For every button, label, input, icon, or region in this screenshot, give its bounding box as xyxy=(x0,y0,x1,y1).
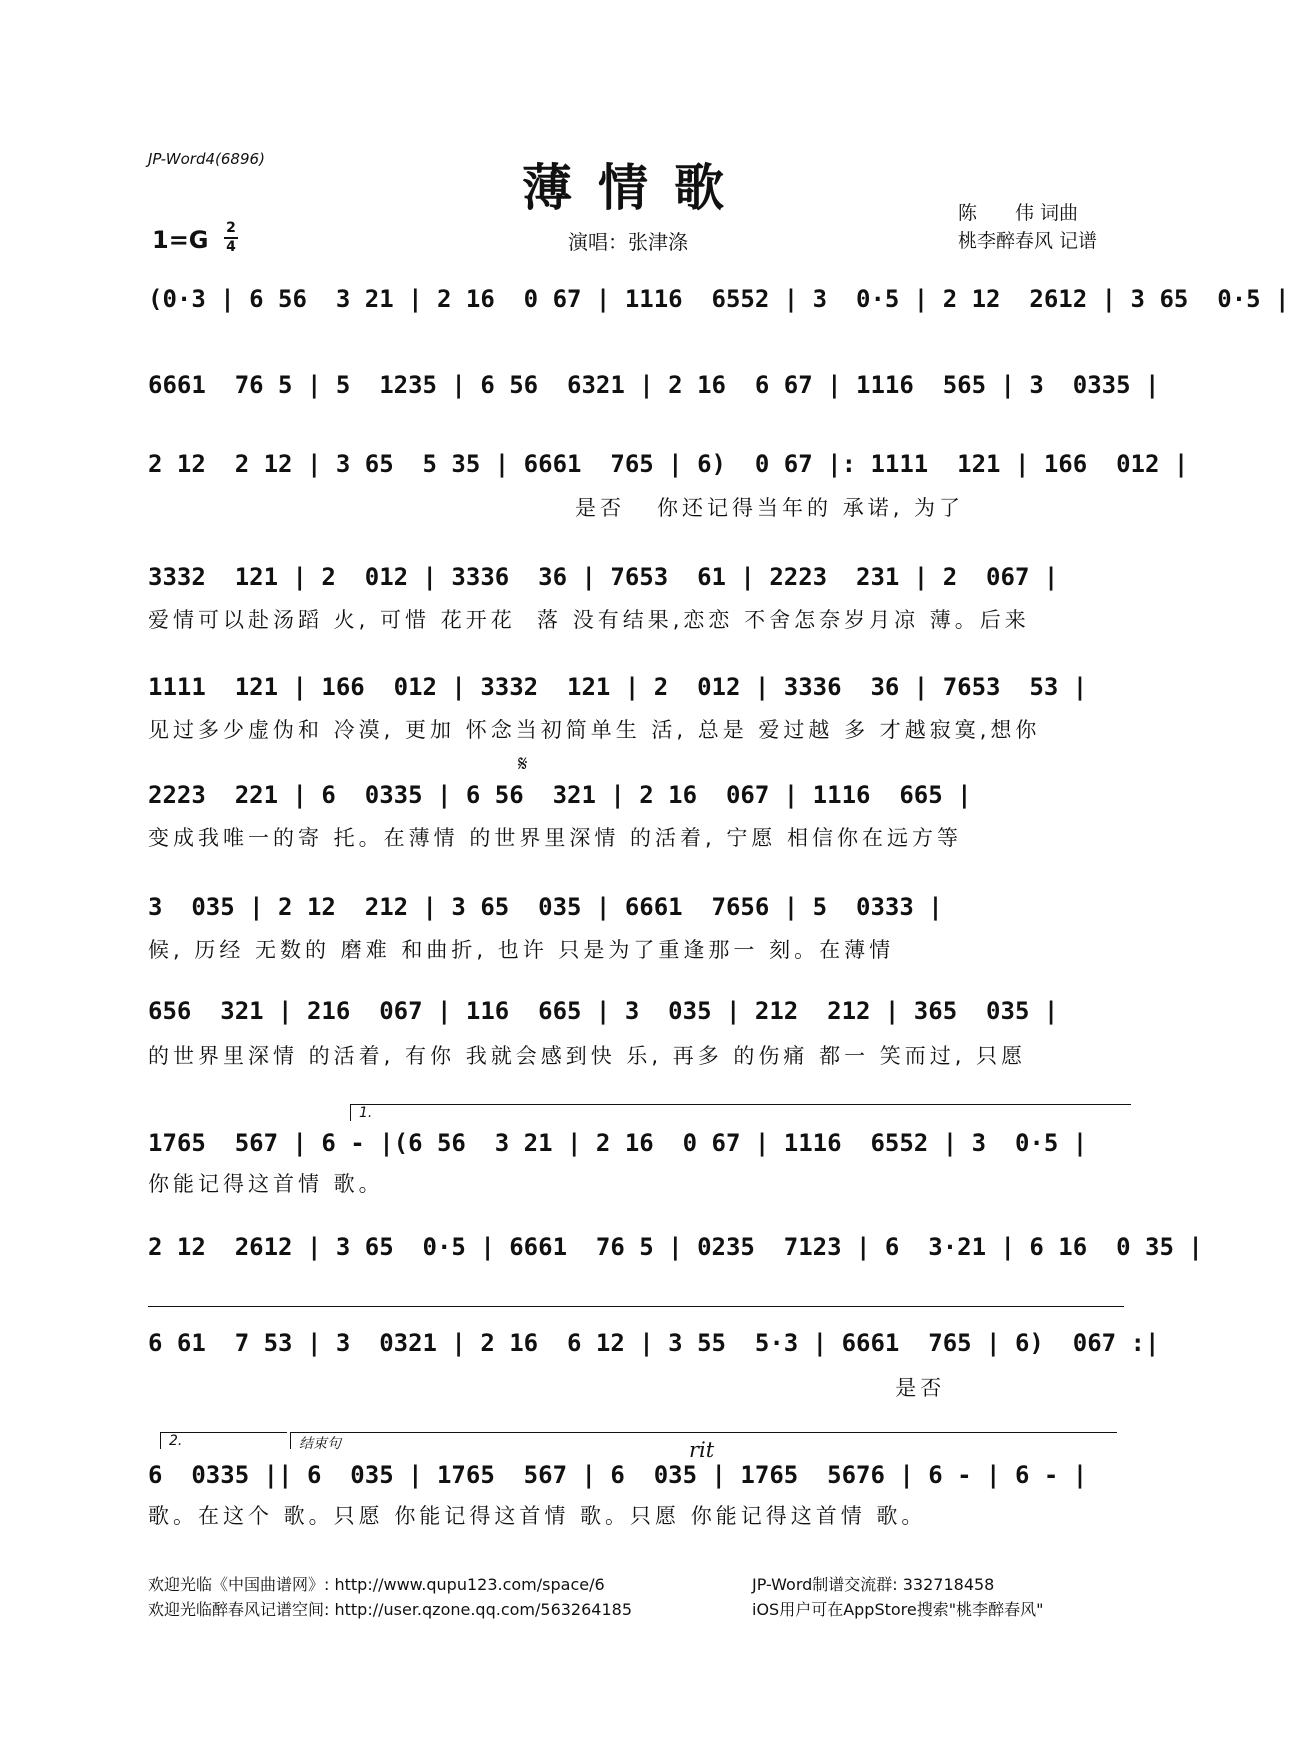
staff-notes: (0·3 | 6 56 3 21 | 2 16 0 67 | 1116 6552 | 3 0·5 | 2 12 2612 | 3 65 0·5 | xyxy=(148,285,1290,313)
staff-notes: 3 035 | 2 12 212 | 3 65 035 | 6661 7656 | 5 0333 | xyxy=(148,893,943,921)
lyrics-row-9: 你能记得这首情 歌。 xyxy=(148,1172,384,1196)
time-signature-bottom: 4 xyxy=(226,239,236,255)
lyrics-row-4: 爱情可以赴汤蹈 火, 可惜 花开花 落 没有结果,恋恋 不舍怎奈岁月凉 薄。后来 xyxy=(148,608,1030,632)
staff-row-3 xyxy=(148,449,1189,489)
lyrics-row-7: 候, 历经 无数的 磨难 和曲折, 也许 只是为了重逢那一 刻。在薄情 xyxy=(148,938,895,962)
lyrics-row-6: 变成我唯一的寄 托。在薄情 的世界里深情 的活着, 宁愿 相信你在远方等 xyxy=(148,826,963,850)
time-signature xyxy=(224,220,238,256)
staff-row-4 xyxy=(148,562,1130,602)
staff-notes: 6661 76 5 | 5 1235 | 6 56 6321 | 2 16 6 67 | 1116 565 | 3 0335 | xyxy=(148,371,1160,399)
volta-1-label: 1. xyxy=(359,1105,373,1121)
staff-notes: 1765 567 | 6 - |(6 56 3 21 | 2 16 0 67 | 1116 6552 | 3 0·5 | xyxy=(148,1129,1088,1157)
staff-notes: 6 61 7 53 | 3 0321 | 2 16 6 12 | 3 55 5·3 | 6661 765 | 6) 067 :| xyxy=(148,1329,1160,1357)
segno-sign: 𝄋 xyxy=(518,752,528,777)
volta-1-continuation-line xyxy=(148,1306,1124,1307)
staff-notes: 1111 121 | 166 012 | 3332 121 | 2 012 | 3336 36 | 7653 53 | xyxy=(148,673,1088,701)
volta-2-bracket xyxy=(160,1432,287,1449)
coda-label: 结束句 xyxy=(299,1436,341,1452)
footer-link-qzone[interactable]: 欢迎光临醉春风记谱空间: http://user.qzone.qq.com/563264185 xyxy=(148,1600,633,1619)
staff-row-7 xyxy=(148,892,1130,932)
transcriber-credit: 桃李醉春风 记谱 xyxy=(958,230,1098,252)
staff-row-10 xyxy=(148,1232,1203,1272)
staff-row-1 xyxy=(148,284,1290,324)
time-signature-top: 2 xyxy=(226,220,236,236)
staff-row-12 xyxy=(148,1460,1130,1500)
volta-2-label: 2. xyxy=(169,1433,183,1449)
song-title: 薄情歌 xyxy=(522,158,750,217)
staff-row-2 xyxy=(148,370,1160,410)
footer-link-qupu[interactable]: 欢迎光临《中国曲谱网》: http://www.qupu123.com/space/6 xyxy=(148,1575,605,1594)
footer-qq-group: JP-Word制谱交流群: 332718458 xyxy=(752,1575,995,1594)
staff-notes: 2 12 2612 | 3 65 0·5 | 6661 76 5 | 0235 7123 | 6 3·21 | 6 16 0 35 | xyxy=(148,1233,1203,1261)
software-label: JP-Word4(6896) xyxy=(148,150,265,168)
staff-row-5 xyxy=(148,672,1130,712)
lyrics-row-3: 是否 你还记得当年的 承诺, 为了 xyxy=(148,496,965,520)
staff-row-8 xyxy=(148,996,1130,1036)
staff-notes: 656 321 | 216 067 | 116 665 | 3 035 | 212 212 | 365 035 | xyxy=(148,997,1059,1025)
ritardando-marking: rit xyxy=(689,1438,715,1462)
staff-notes: 2 12 2 12 | 3 65 5 35 | 6661 765 | 6) 0 67 |: 1111 121 | 166 012 | xyxy=(148,450,1189,478)
staff-row-9 xyxy=(148,1128,1130,1168)
staff-notes: 6 0335 || 6 035 | 1765 567 | 6 035 | 1765 5676 | 6 - | 6 - | xyxy=(148,1461,1088,1489)
staff-notes: 3332 121 | 2 012 | 3336 36 | 7653 61 | 2223 231 | 2 067 | xyxy=(148,563,1059,591)
lyrics-row-11: 是否 xyxy=(148,1376,946,1400)
lyrics-row-5: 见过多少虚伪和 冷漠, 更加 怀念当初简单生 活, 总是 爱过越 多 才越寂寞,想你 xyxy=(148,718,1041,742)
composer-credit: 陈 伟 词曲 xyxy=(958,202,1079,224)
volta-1-bracket xyxy=(350,1104,1131,1121)
singer-credit: 演唱：张津涤 xyxy=(568,230,688,254)
footer xyxy=(148,1572,1043,1622)
staff-notes: 2223 221 | 6 0335 | 6 56 321 | 2 16 067 | 1116 665 | xyxy=(148,781,972,809)
staff-row-11 xyxy=(148,1328,1160,1368)
staff-row-6 xyxy=(148,780,1130,820)
footer-appstore-note: iOS用户可在AppStore搜索"桃李醉春风" xyxy=(752,1600,1044,1619)
lyrics-row-8: 的世界里深情 的活着, 有你 我就会感到快 乐, 再多 的伤痛 都一 笑而过, 只愿 xyxy=(148,1044,1027,1068)
key-signature: 1=G xyxy=(152,226,209,254)
lyrics-row-12: 歌。在这个 歌。只愿 你能记得这首情 歌。只愿 你能记得这首情 歌。 xyxy=(148,1504,927,1528)
